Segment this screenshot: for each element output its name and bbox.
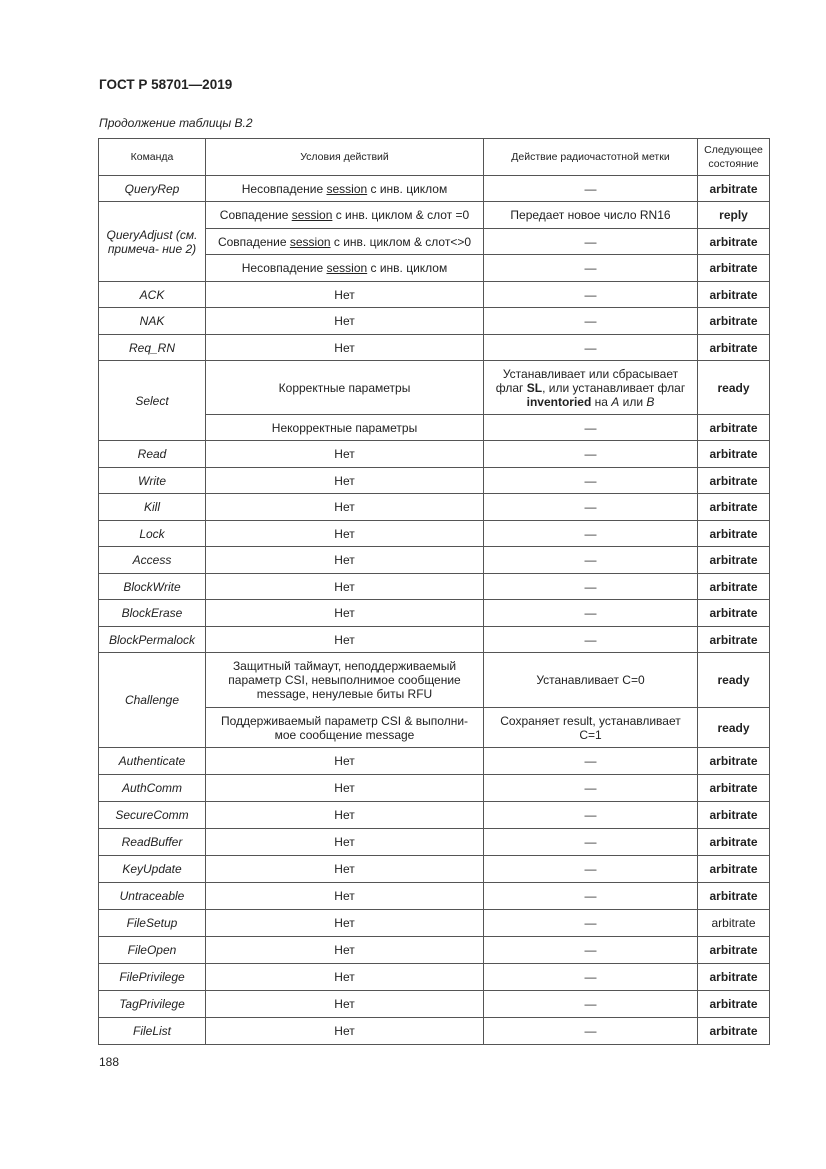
action-cell: — (484, 521, 698, 547)
table-row (99, 468, 770, 494)
table-header-row (99, 139, 770, 176)
action-cell: Передает новое число RN16 (484, 202, 698, 229)
table-row (99, 202, 770, 229)
command-cell: Read (99, 441, 206, 468)
action-cell: — (484, 627, 698, 653)
state-cell: arbitrate (698, 910, 770, 937)
command-cell: Select (99, 361, 206, 441)
state-cell: arbitrate (698, 335, 770, 361)
condition-cell: Нет (206, 547, 484, 574)
state-cell: arbitrate (698, 775, 770, 802)
command-cell: QueryAdjust (см. примеча- ние 2) (99, 202, 206, 282)
command-cell: Access (99, 547, 206, 574)
state-cell: arbitrate (698, 441, 770, 468)
command-cell: Untraceable (99, 883, 206, 910)
state-cell: arbitrate (698, 415, 770, 441)
col-header-command: Команда (99, 139, 206, 176)
action-cell: — (484, 574, 698, 600)
condition-cell: Нет (206, 883, 484, 910)
state-cell: arbitrate (698, 883, 770, 910)
table-row (99, 910, 770, 937)
condition-cell: Совпадение session с инв. циклом & слот<>0 (206, 229, 484, 255)
action-cell: — (484, 255, 698, 282)
action-cell: — (484, 991, 698, 1018)
table-row (99, 282, 770, 308)
condition-cell: Несовпадение session с инв. циклом (206, 255, 484, 282)
col-header-tag-action: Действие радиочастотной метки (484, 139, 698, 176)
table-row (99, 547, 770, 574)
state-cell: arbitrate (698, 308, 770, 335)
command-cell: AuthComm (99, 775, 206, 802)
command-cell: BlockPermalock (99, 627, 206, 653)
table-row (99, 494, 770, 521)
table-row (99, 1018, 770, 1045)
state-cell: arbitrate (698, 1018, 770, 1045)
command-cell: KeyUpdate (99, 856, 206, 883)
action-cell: — (484, 802, 698, 829)
action-cell: Сохраняет result, устанавливает C=1 (484, 708, 698, 748)
table-row (99, 521, 770, 547)
table-row (99, 775, 770, 802)
table-row (99, 441, 770, 468)
state-cell: arbitrate (698, 574, 770, 600)
action-cell: — (484, 176, 698, 202)
condition-cell: Нет (206, 521, 484, 547)
command-cell: Write (99, 468, 206, 494)
command-cell: NAK (99, 308, 206, 335)
command-cell: TagPrivilege (99, 991, 206, 1018)
command-cell: FilePrivilege (99, 964, 206, 991)
state-cell: reply (698, 202, 770, 229)
action-cell: — (484, 856, 698, 883)
state-cell: arbitrate (698, 547, 770, 574)
action-cell: — (484, 1018, 698, 1045)
condition-cell: Нет (206, 574, 484, 600)
action-cell: Устанавливает C=0 (484, 653, 698, 708)
command-cell: Kill (99, 494, 206, 521)
condition-cell: Нет (206, 775, 484, 802)
table-row (99, 361, 770, 415)
condition-cell: Нет (206, 1018, 484, 1045)
command-cell: BlockErase (99, 600, 206, 627)
table-row (99, 653, 770, 708)
state-cell: arbitrate (698, 964, 770, 991)
action-cell: — (484, 910, 698, 937)
table-row (99, 883, 770, 910)
table-row (99, 991, 770, 1018)
standard-header: ГОСТ Р 58701—2019 (99, 77, 233, 92)
state-cell: arbitrate (698, 176, 770, 202)
col-header-next-state: Следующее состояние (698, 139, 770, 176)
condition-cell: Нет (206, 600, 484, 627)
action-cell: — (484, 937, 698, 964)
table-row (99, 176, 770, 202)
state-cell: arbitrate (698, 229, 770, 255)
command-cell: Challenge (99, 653, 206, 748)
condition-cell: Совпадение session с инв. циклом & слот =0 (206, 202, 484, 229)
command-cell: ACK (99, 282, 206, 308)
table-row (99, 748, 770, 775)
state-cell: arbitrate (698, 468, 770, 494)
condition-cell: Нет (206, 335, 484, 361)
action-cell: — (484, 547, 698, 574)
command-cell: FileList (99, 1018, 206, 1045)
state-cell: arbitrate (698, 282, 770, 308)
action-cell: — (484, 775, 698, 802)
action-cell: — (484, 883, 698, 910)
action-cell: — (484, 468, 698, 494)
state-cell: arbitrate (698, 856, 770, 883)
state-cell: ready (698, 653, 770, 708)
action-cell: — (484, 308, 698, 335)
condition-cell: Нет (206, 441, 484, 468)
condition-cell: Несовпадение session с инв. циклом (206, 176, 484, 202)
condition-cell: Нет (206, 964, 484, 991)
command-cell: Authenticate (99, 748, 206, 775)
state-cell: arbitrate (698, 627, 770, 653)
state-cell: arbitrate (698, 937, 770, 964)
condition-cell: Нет (206, 748, 484, 775)
condition-cell: Нет (206, 627, 484, 653)
command-cell: Lock (99, 521, 206, 547)
state-cell: arbitrate (698, 494, 770, 521)
condition-cell: Нет (206, 494, 484, 521)
table-row (99, 308, 770, 335)
condition-cell: Нет (206, 829, 484, 856)
action-cell: — (484, 964, 698, 991)
command-cell: QueryRep (99, 176, 206, 202)
state-cell: arbitrate (698, 802, 770, 829)
command-cell: ReadBuffer (99, 829, 206, 856)
state-cell: ready (698, 708, 770, 748)
condition-cell: Нет (206, 991, 484, 1018)
condition-cell: Нет (206, 282, 484, 308)
table-row (99, 937, 770, 964)
command-cell: FileOpen (99, 937, 206, 964)
table-row (99, 829, 770, 856)
condition-cell: Нет (206, 308, 484, 335)
command-cell: BlockWrite (99, 574, 206, 600)
state-cell: arbitrate (698, 829, 770, 856)
action-cell: Устанавливает или сбрасывает флаг SL, или устанавливает флаг inventoried на A или B (484, 361, 698, 415)
table-row (99, 802, 770, 829)
action-cell: — (484, 415, 698, 441)
state-cell: arbitrate (698, 521, 770, 547)
action-cell: — (484, 494, 698, 521)
command-cell: FileSetup (99, 910, 206, 937)
condition-cell: Нет (206, 802, 484, 829)
condition-cell: Корректные параметры (206, 361, 484, 415)
condition-cell: Нет (206, 910, 484, 937)
action-cell: — (484, 229, 698, 255)
state-transition-table (98, 138, 770, 1045)
state-cell: ready (698, 361, 770, 415)
condition-cell: Поддерживаемый параметр CSI & выполни- мое сообщение message (206, 708, 484, 748)
condition-cell: Нет (206, 856, 484, 883)
page-number: 188 (99, 1055, 120, 1069)
table-row (99, 574, 770, 600)
table-row (99, 964, 770, 991)
state-cell: arbitrate (698, 255, 770, 282)
condition-cell: Защитный таймаут, неподдерживаемый параметр CSI, невыполнимое сообщение message, ненулевые биты RFU (206, 653, 484, 708)
command-cell: SecureComm (99, 802, 206, 829)
state-cell: arbitrate (698, 748, 770, 775)
col-header-conditions: Условия действий (206, 139, 484, 176)
state-cell: arbitrate (698, 991, 770, 1018)
condition-cell: Некорректные параметры (206, 415, 484, 441)
action-cell: — (484, 748, 698, 775)
table-row (99, 335, 770, 361)
action-cell: — (484, 335, 698, 361)
condition-cell: Нет (206, 937, 484, 964)
table-caption: Продолжение таблицы В.2 (99, 116, 253, 130)
command-cell: Req_RN (99, 335, 206, 361)
condition-cell: Нет (206, 468, 484, 494)
table-row (99, 600, 770, 627)
action-cell: — (484, 441, 698, 468)
action-cell: — (484, 282, 698, 308)
action-cell: — (484, 829, 698, 856)
state-cell: arbitrate (698, 600, 770, 627)
table-row (99, 856, 770, 883)
table-row (99, 627, 770, 653)
action-cell: — (484, 600, 698, 627)
